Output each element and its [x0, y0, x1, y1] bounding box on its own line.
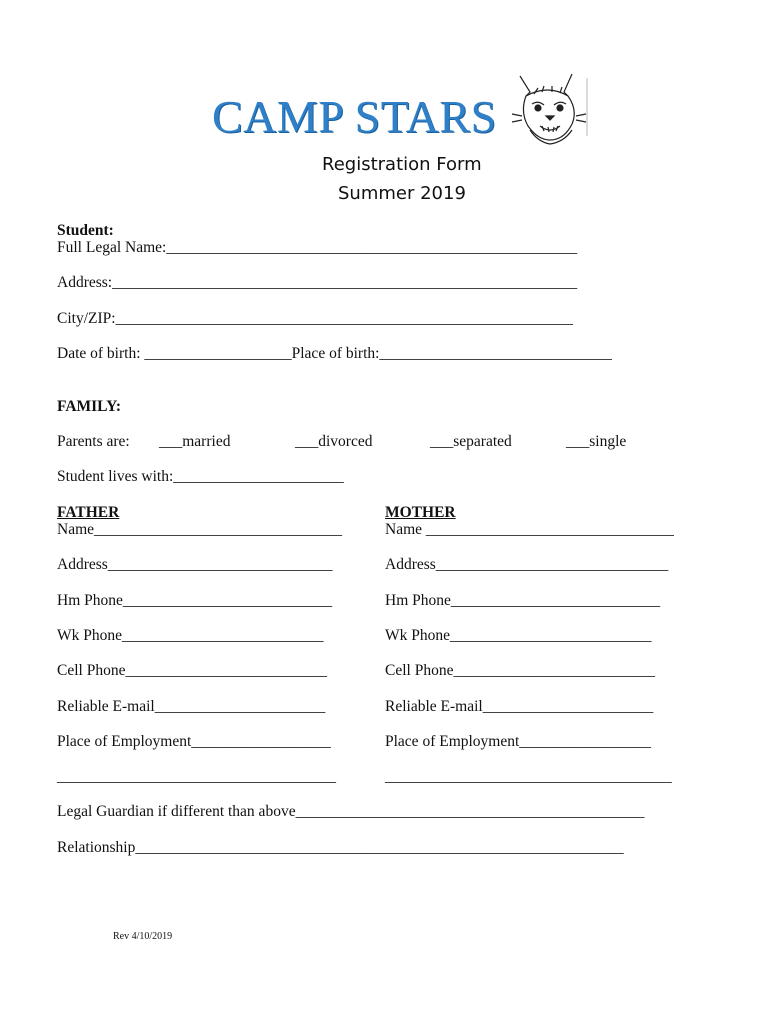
mother-cell-phone-field[interactable]: Cell Phone__________________________	[385, 662, 655, 679]
father-heading: FATHER	[57, 504, 120, 521]
father-address-field[interactable]: Address_____________________________	[57, 556, 333, 573]
parents-label: Parents are:	[57, 433, 130, 450]
full-name-field[interactable]: Full Legal Name:_____________________________________________________	[57, 239, 578, 256]
relationship-field[interactable]: Relationship_______________________________________________________________	[57, 839, 624, 856]
father-name-field[interactable]: Name________________________________	[57, 521, 343, 538]
mother-extra-line[interactable]: _____________________________________	[385, 768, 672, 785]
option-divorced[interactable]: ___divorced	[295, 433, 373, 450]
camp-title: CAMP STARS	[212, 91, 497, 142]
form-season: Summer 2019	[338, 183, 466, 204]
dob-place-field[interactable]: Date of birth: ___________________Place of birth:______________________________	[57, 345, 612, 362]
revision-note: Rev 4/10/2019	[113, 931, 173, 942]
legal-guardian-field[interactable]: Legal Guardian if different than above_____________________________________________	[57, 803, 645, 820]
father-extra-line[interactable]: ____________________________________	[57, 768, 336, 785]
city-zip-field[interactable]: City/ZIP:___________________________________________________________	[57, 310, 573, 327]
father-wk-phone-field[interactable]: Wk Phone__________________________	[57, 627, 324, 644]
father-employment-field[interactable]: Place of Employment__________________	[57, 733, 331, 750]
father-email-field[interactable]: Reliable E-mail______________________	[57, 698, 326, 715]
option-married[interactable]: ___married	[159, 433, 231, 450]
mother-heading: MOTHER	[385, 504, 456, 521]
father-cell-phone-field[interactable]: Cell Phone__________________________	[57, 662, 327, 679]
lives-with-field[interactable]: Student lives with:______________________	[57, 468, 344, 485]
mother-email-field[interactable]: Reliable E-mail______________________	[385, 698, 654, 715]
family-heading: FAMILY:	[57, 398, 122, 415]
mother-hm-phone-field[interactable]: Hm Phone___________________________	[385, 592, 661, 609]
student-heading: Student:	[57, 222, 114, 239]
form-subtitle: Registration Form	[322, 154, 482, 175]
mother-address-field[interactable]: Address______________________________	[385, 556, 669, 573]
mother-name-field[interactable]: Name ________________________________	[385, 521, 674, 538]
mother-wk-phone-field[interactable]: Wk Phone__________________________	[385, 627, 652, 644]
bobcat-mascot-icon	[508, 66, 590, 148]
option-separated[interactable]: ___separated	[430, 433, 512, 450]
address-field[interactable]: Address:____________________________________________________________	[57, 274, 578, 291]
option-single[interactable]: ___single	[566, 433, 627, 450]
father-hm-phone-field[interactable]: Hm Phone___________________________	[57, 592, 333, 609]
mother-employment-field[interactable]: Place of Employment_________________	[385, 733, 652, 750]
